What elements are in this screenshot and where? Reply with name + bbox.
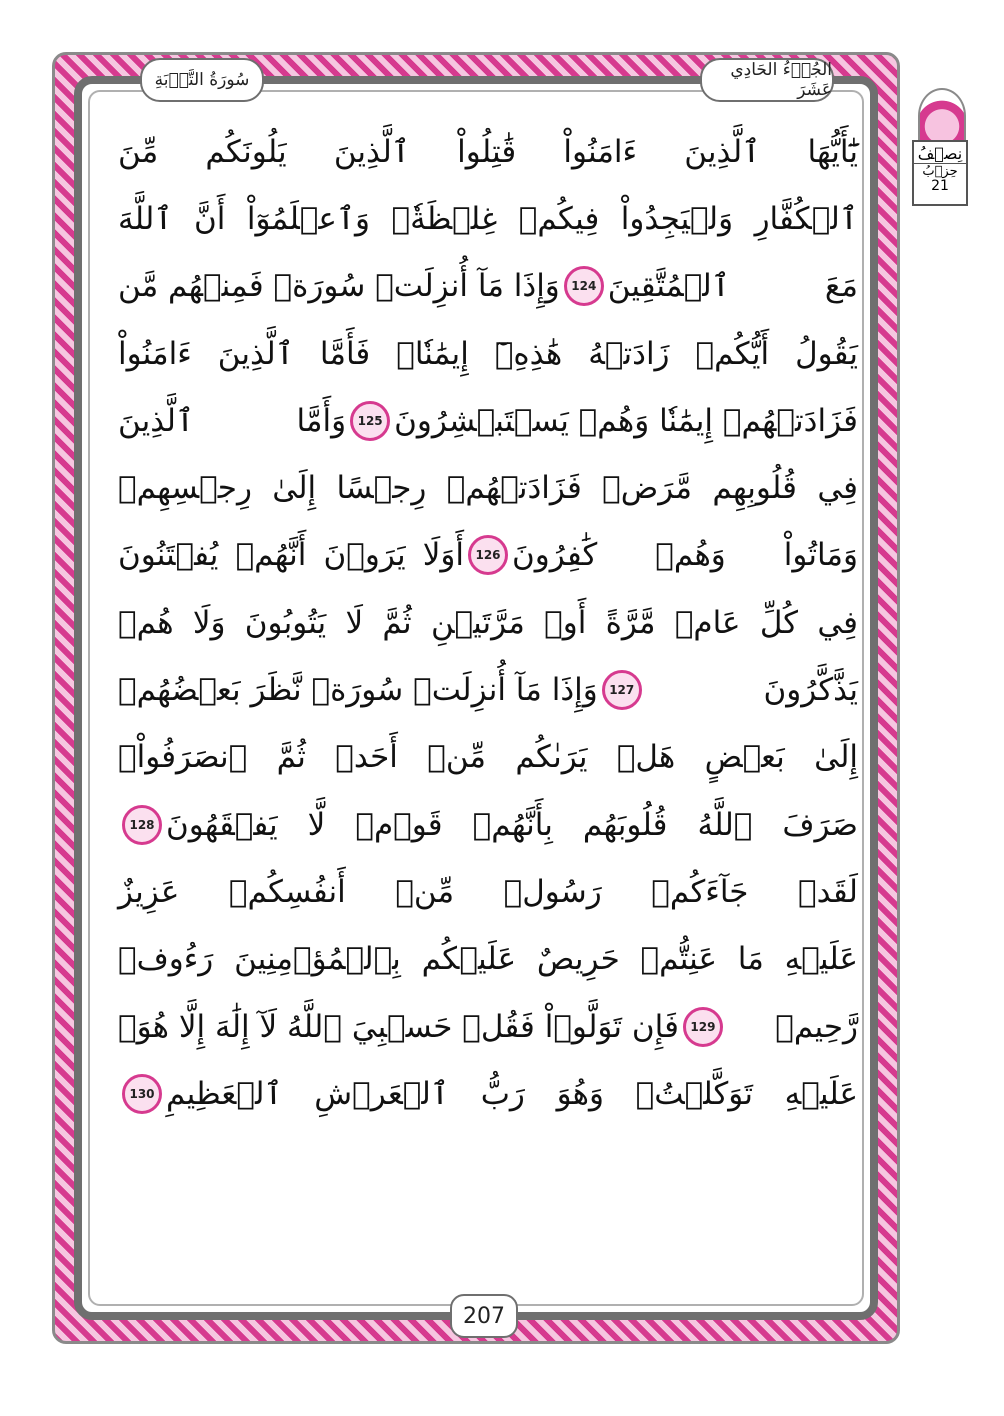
- text-line: [118, 993, 858, 1060]
- hizb-number: 21: [931, 178, 949, 194]
- ayah-number-marker: 130: [122, 1074, 162, 1114]
- ayah-number-marker: 124: [564, 266, 604, 306]
- line-text: وَإِذَا مَآ أُنزِلَتۡ سُورَةٞ فَمِنۡهُم مَّن: [118, 268, 560, 305]
- line-text: وَإِذَا مَآ أُنزِلَتۡ سُورَةٞ نَّظَرَ بَعۡضُهُمۡ: [118, 672, 598, 709]
- page-number: 207: [450, 1294, 518, 1338]
- line-text: ٱلۡكُفَّارِ وَلۡيَجِدُواْ فِيكُمۡ غِلۡظَةٗۚ وَٱعۡلَمُوٓاْ أَنَّ ٱللَّهَ: [118, 200, 858, 237]
- text-line: [118, 589, 858, 656]
- ayah-number-marker: 129: [683, 1007, 723, 1047]
- line-text: فَزَادَتۡهُمۡ إِيمَٰنٗا وَهُمۡ يَسۡتَبۡشِرُونَ: [394, 402, 858, 439]
- line-text: فِي قُلُوبِهِم مَّرَضٞ فَزَادَتۡهُمۡ رِجۡسًا إِلَىٰ رِجۡسِهِمۡ: [118, 470, 858, 507]
- text-line: [118, 724, 858, 791]
- line-text: يَقُولُ أَيُّكُمۡ زَادَتۡهُ هَٰذِهِۦٓ إِيمَٰنٗاۚ فَأَمَّا ٱلَّذِينَ ءَامَنُواْ: [118, 335, 858, 372]
- text-line: [118, 1060, 858, 1127]
- line-text: لَقَدۡ جَآءَكُمۡ رَسُولٞ مِّنۡ أَنفُسِكُمۡ عَزِيزٌ: [118, 873, 858, 910]
- text-line: [118, 454, 858, 521]
- text-line: [118, 320, 858, 387]
- hizb-label: حِزۡبُ: [914, 163, 966, 179]
- text-line: [118, 522, 858, 589]
- ayah-number-marker: 125: [350, 401, 390, 441]
- line-text: يَٰٓأَيُّهَا ٱلَّذِينَ ءَامَنُواْ قَٰتِلُواْ ٱلَّذِينَ يَلُونَكُم مِّنَ: [118, 133, 858, 170]
- line-text: فَإِن تَوَلَّوۡاْ فَقُلۡ حَسۡبِيَ ٱللَّهُ لَآ إِلَٰهَ إِلَّا هُوَۖ: [118, 1008, 679, 1045]
- nisf-label: نِصۡفُ: [917, 144, 963, 163]
- ayah-number-marker: 126: [468, 535, 508, 575]
- juz-name-header: الجُزۡءُ الحَادِي عَشَرَ: [700, 58, 834, 102]
- text-line: [118, 926, 858, 993]
- line-text: مَعَ ٱلۡمُتَّقِينَ: [607, 268, 858, 305]
- line-text: فِي كُلِّ عَامٖ مَّرَّةً أَوۡ مَرَّتَيۡنِ ثُمَّ لَا يَتُوبُونَ وَلَا هُمۡ: [118, 604, 858, 641]
- line-text: وَأَمَّا ٱلَّذِينَ: [118, 402, 347, 439]
- line-text: أَوَلَا يَرَوۡنَ أَنَّهُمۡ يُفۡتَنُونَ: [118, 537, 464, 574]
- ayah-number-marker: 127: [602, 670, 642, 710]
- text-line: [118, 185, 858, 252]
- text-line: [118, 387, 858, 454]
- line-text: رَّحِيمٞ: [775, 1008, 858, 1045]
- line-text: صَرَفَ ٱللَّهُ قُلُوبَهُم بِأَنَّهُمۡ قَوۡمٞ لَّا يَفۡقَهُونَ: [166, 806, 858, 843]
- surah-name-header: سُورَةُ التَّوۡبَةِ: [140, 58, 264, 102]
- hizb-box: [912, 140, 968, 206]
- line-text: عَلَيۡهِ تَوَكَّلۡتُۖ وَهُوَ رَبُّ ٱلۡعَرۡشِ ٱلۡعَظِيمِ: [166, 1075, 858, 1112]
- text-line: [118, 118, 858, 185]
- dome-ornament-icon: [918, 88, 966, 144]
- text-line: [118, 858, 858, 925]
- line-text: وَمَاتُواْ وَهُمۡ كَٰفِرُونَ: [512, 537, 858, 574]
- ayah-number-marker: 128: [122, 805, 162, 845]
- text-line: [118, 253, 858, 320]
- line-text: إِلَىٰ بَعۡضٍ هَلۡ يَرَىٰكُم مِّنۡ أَحَدٖ ثُمَّ ٱنصَرَفُواْۚ: [118, 739, 858, 776]
- text-line: [118, 656, 858, 723]
- quran-text: [118, 118, 858, 1127]
- text-line: [118, 791, 858, 858]
- line-text: عَلَيۡهِ مَا عَنِتُّمۡ حَرِيصٌ عَلَيۡكُم بِٱلۡمُؤۡمِنِينَ رَءُوفٞ: [118, 941, 858, 978]
- line-text: يَذَّكَّرُونَ: [763, 672, 858, 709]
- hizb-marker: [912, 88, 968, 206]
